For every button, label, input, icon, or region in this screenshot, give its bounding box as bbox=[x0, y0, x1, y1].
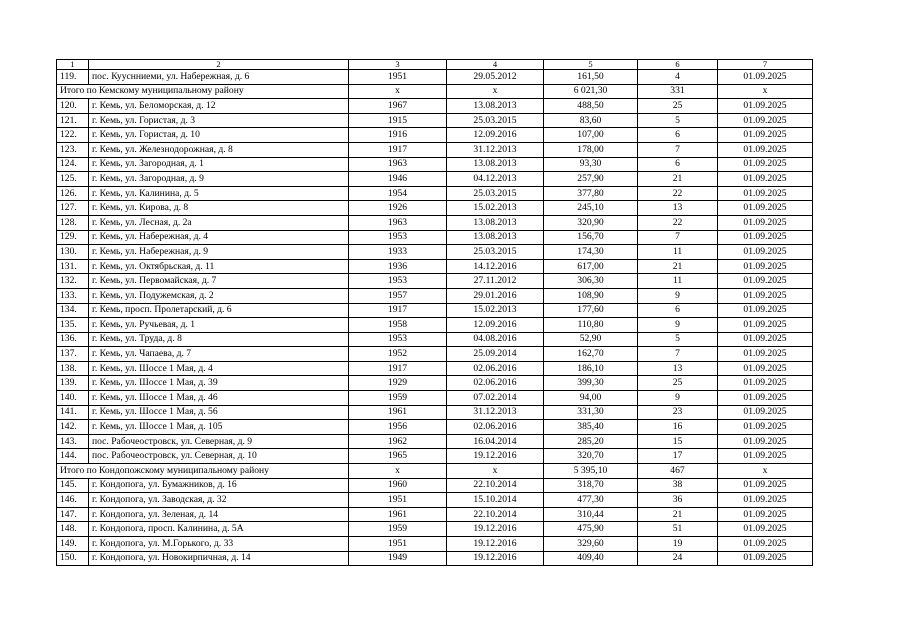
date-cell: 16.04.2014 bbox=[447, 434, 544, 449]
address-cell: г. Кемь, ул. Кирова, д. 8 bbox=[89, 201, 349, 216]
table-row bbox=[57, 478, 813, 493]
deadline-cell: 01.09.2025 bbox=[718, 537, 813, 552]
year-built-cell: 1963 bbox=[349, 215, 447, 230]
year-built-cell: 1917 bbox=[349, 361, 447, 376]
residents-cell: 11 bbox=[638, 274, 718, 289]
row-index-cell: 134. bbox=[57, 303, 89, 318]
table-row bbox=[57, 157, 813, 172]
district-total-row bbox=[57, 84, 813, 99]
row-index-cell: 131. bbox=[57, 259, 89, 274]
row-index-cell: 150. bbox=[57, 551, 89, 566]
area-cell: 617,00 bbox=[544, 259, 638, 274]
year-built-cell: 1926 bbox=[349, 201, 447, 216]
row-index-cell: 126. bbox=[57, 186, 89, 201]
row-index-cell: 125. bbox=[57, 172, 89, 187]
total-deadline: х bbox=[718, 84, 813, 99]
deadline-cell: 01.09.2025 bbox=[718, 70, 813, 85]
residents-cell: 13 bbox=[638, 361, 718, 376]
residents-cell: 16 bbox=[638, 420, 718, 435]
date-cell: 13.08.2013 bbox=[447, 215, 544, 230]
address-cell: г. Кемь, ул. Труда, д. 8 bbox=[89, 332, 349, 347]
date-cell: 29.01.2016 bbox=[447, 288, 544, 303]
date-cell: 13.08.2013 bbox=[447, 230, 544, 245]
date-cell: 19.12.2016 bbox=[447, 522, 544, 537]
area-cell: 110,80 bbox=[544, 318, 638, 333]
date-cell: 04.08.2016 bbox=[447, 332, 544, 347]
row-index-cell: 123. bbox=[57, 142, 89, 157]
row-index-cell: 133. bbox=[57, 288, 89, 303]
address-cell: г. Кемь, ул. Чапаева, д. 7 bbox=[89, 347, 349, 362]
deadline-cell: 01.09.2025 bbox=[718, 420, 813, 435]
row-index-cell: 121. bbox=[57, 113, 89, 128]
area-cell: 178,00 bbox=[544, 142, 638, 157]
district-total-label: Итого по Кемскому муниципальному району bbox=[57, 84, 349, 99]
total-area: 6 021,30 bbox=[544, 84, 638, 99]
deadline-cell: 01.09.2025 bbox=[718, 551, 813, 566]
area-cell: 83,60 bbox=[544, 113, 638, 128]
year-built-cell: 1915 bbox=[349, 113, 447, 128]
year-built-cell: 1953 bbox=[349, 230, 447, 245]
year-built-cell: 1949 bbox=[349, 551, 447, 566]
residents-cell: 11 bbox=[638, 245, 718, 260]
area-cell: 310,44 bbox=[544, 507, 638, 522]
year-built-cell: 1963 bbox=[349, 157, 447, 172]
residents-cell: 25 bbox=[638, 99, 718, 114]
date-cell: 15.10.2014 bbox=[447, 493, 544, 508]
year-built-cell: 1951 bbox=[349, 537, 447, 552]
address-cell: г. Кондопога, ул. Заводская, д. 32 bbox=[89, 493, 349, 508]
year-built-cell: 1958 bbox=[349, 318, 447, 333]
deadline-cell: 01.09.2025 bbox=[718, 201, 813, 216]
date-cell: 19.12.2016 bbox=[447, 551, 544, 566]
address-cell: пос. Кууснниеми, ул. Набережная, д. 6 bbox=[89, 70, 349, 85]
date-cell: 02.06.2016 bbox=[447, 361, 544, 376]
total-area: 5 395,10 bbox=[544, 464, 638, 479]
year-built-cell: 1961 bbox=[349, 405, 447, 420]
residents-cell: 36 bbox=[638, 493, 718, 508]
table-row bbox=[57, 449, 813, 464]
area-cell: 94,00 bbox=[544, 391, 638, 406]
table-row bbox=[57, 274, 813, 289]
year-built-cell: 1929 bbox=[349, 376, 447, 391]
deadline-cell: 01.09.2025 bbox=[718, 128, 813, 143]
deadline-cell: 01.09.2025 bbox=[718, 172, 813, 187]
address-cell: г. Кемь, ул. Октябрьская, д. 11 bbox=[89, 259, 349, 274]
total-year-built: х bbox=[349, 84, 447, 99]
column-number-row bbox=[57, 60, 813, 70]
deadline-cell: 01.09.2025 bbox=[718, 391, 813, 406]
year-built-cell: 1960 bbox=[349, 478, 447, 493]
residents-cell: 19 bbox=[638, 537, 718, 552]
row-index-cell: 138. bbox=[57, 361, 89, 376]
row-index-cell: 146. bbox=[57, 493, 89, 508]
year-built-cell: 1961 bbox=[349, 507, 447, 522]
row-index-cell: 130. bbox=[57, 245, 89, 260]
deadline-cell: 01.09.2025 bbox=[718, 245, 813, 260]
table-row bbox=[57, 332, 813, 347]
area-cell: 329,60 bbox=[544, 537, 638, 552]
area-cell: 257,90 bbox=[544, 172, 638, 187]
deadline-cell: 01.09.2025 bbox=[718, 113, 813, 128]
table-row bbox=[57, 405, 813, 420]
address-cell: г. Кемь, ул. Шоссе 1 Мая, д. 105 bbox=[89, 420, 349, 435]
table-row bbox=[57, 99, 813, 114]
table-row bbox=[57, 303, 813, 318]
table-row bbox=[57, 215, 813, 230]
table-row bbox=[57, 245, 813, 260]
deadline-cell: 01.09.2025 bbox=[718, 142, 813, 157]
district-total-row bbox=[57, 464, 813, 479]
deadline-cell: 01.09.2025 bbox=[718, 157, 813, 172]
table-row bbox=[57, 318, 813, 333]
column-number: 6 bbox=[638, 60, 718, 70]
row-index-cell: 142. bbox=[57, 420, 89, 435]
row-index-cell: 132. bbox=[57, 274, 89, 289]
area-cell: 107,00 bbox=[544, 128, 638, 143]
row-index-cell: 141. bbox=[57, 405, 89, 420]
address-cell: г. Кондопога, ул. М.Горького, д. 33 bbox=[89, 537, 349, 552]
date-cell: 19.12.2016 bbox=[447, 537, 544, 552]
deadline-cell: 01.09.2025 bbox=[718, 493, 813, 508]
residents-cell: 6 bbox=[638, 303, 718, 318]
table-row bbox=[57, 142, 813, 157]
total-date: х bbox=[447, 464, 544, 479]
residents-cell: 21 bbox=[638, 172, 718, 187]
area-cell: 475,90 bbox=[544, 522, 638, 537]
row-index-cell: 127. bbox=[57, 201, 89, 216]
deadline-cell: 01.09.2025 bbox=[718, 332, 813, 347]
area-cell: 488,50 bbox=[544, 99, 638, 114]
row-index-cell: 136. bbox=[57, 332, 89, 347]
address-cell: г. Кондопога, ул. Зеленая, д. 14 bbox=[89, 507, 349, 522]
residents-cell: 23 bbox=[638, 405, 718, 420]
date-cell: 07.02.2014 bbox=[447, 391, 544, 406]
deadline-cell: 01.09.2025 bbox=[718, 318, 813, 333]
row-index-cell: 147. bbox=[57, 507, 89, 522]
table-row bbox=[57, 376, 813, 391]
area-cell: 409,40 bbox=[544, 551, 638, 566]
year-built-cell: 1965 bbox=[349, 449, 447, 464]
total-year-built: х bbox=[349, 464, 447, 479]
table-row bbox=[57, 70, 813, 85]
date-cell: 02.06.2016 bbox=[447, 376, 544, 391]
date-cell: 25.03.2015 bbox=[447, 113, 544, 128]
address-cell: пос. Рабочеостровск, ул. Северная, д. 9 bbox=[89, 434, 349, 449]
column-number: 2 bbox=[89, 60, 349, 70]
date-cell: 13.08.2013 bbox=[447, 99, 544, 114]
area-cell: 162,70 bbox=[544, 347, 638, 362]
residents-cell: 22 bbox=[638, 186, 718, 201]
date-cell: 15.02.2013 bbox=[447, 201, 544, 216]
residents-cell: 9 bbox=[638, 318, 718, 333]
deadline-cell: 01.09.2025 bbox=[718, 99, 813, 114]
deadline-cell: 01.09.2025 bbox=[718, 274, 813, 289]
deadline-cell: 01.09.2025 bbox=[718, 215, 813, 230]
address-cell: г. Кемь, ул. Подужемская, д. 2 bbox=[89, 288, 349, 303]
address-cell: г. Кемь, ул. Шоссе 1 Мая, д. 56 bbox=[89, 405, 349, 420]
residents-cell: 17 bbox=[638, 449, 718, 464]
date-cell: 12.09.2016 bbox=[447, 128, 544, 143]
table-row bbox=[57, 551, 813, 566]
area-cell: 320,90 bbox=[544, 215, 638, 230]
area-cell: 377,80 bbox=[544, 186, 638, 201]
area-cell: 177,60 bbox=[544, 303, 638, 318]
year-built-cell: 1956 bbox=[349, 420, 447, 435]
area-cell: 331,30 bbox=[544, 405, 638, 420]
column-number: 3 bbox=[349, 60, 447, 70]
table-row bbox=[57, 361, 813, 376]
deadline-cell: 01.09.2025 bbox=[718, 361, 813, 376]
area-cell: 93,30 bbox=[544, 157, 638, 172]
area-cell: 385,40 bbox=[544, 420, 638, 435]
table-row bbox=[57, 434, 813, 449]
residents-cell: 13 bbox=[638, 201, 718, 216]
row-index-cell: 137. bbox=[57, 347, 89, 362]
row-index-cell: 145. bbox=[57, 478, 89, 493]
address-cell: г. Кемь, ул. Ручьевая, д. 1 bbox=[89, 318, 349, 333]
year-built-cell: 1933 bbox=[349, 245, 447, 260]
date-cell: 02.06.2016 bbox=[447, 420, 544, 435]
deadline-cell: 01.09.2025 bbox=[718, 522, 813, 537]
row-index-cell: 139. bbox=[57, 376, 89, 391]
year-built-cell: 1936 bbox=[349, 259, 447, 274]
residents-cell: 25 bbox=[638, 376, 718, 391]
address-cell: г. Кемь, ул. Беломорская, д. 12 bbox=[89, 99, 349, 114]
residents-cell: 15 bbox=[638, 434, 718, 449]
address-cell: г. Кемь, ул. Шоссе 1 Мая, д. 39 bbox=[89, 376, 349, 391]
total-deadline: х bbox=[718, 464, 813, 479]
table-row bbox=[57, 391, 813, 406]
address-cell: г. Кемь, ул. Набережная, д. 9 bbox=[89, 245, 349, 260]
date-cell: 22.10.2014 bbox=[447, 478, 544, 493]
area-cell: 318,70 bbox=[544, 478, 638, 493]
date-cell: 22.10.2014 bbox=[447, 507, 544, 522]
area-cell: 285,20 bbox=[544, 434, 638, 449]
address-cell: г. Кондопога, ул. Новокирпичная, д. 14 bbox=[89, 551, 349, 566]
residents-cell: 6 bbox=[638, 157, 718, 172]
address-cell: г. Кемь, просп. Пролетарский, д. 6 bbox=[89, 303, 349, 318]
total-date: х bbox=[447, 84, 544, 99]
date-cell: 29.05.2012 bbox=[447, 70, 544, 85]
row-index-cell: 148. bbox=[57, 522, 89, 537]
row-index-cell: 143. bbox=[57, 434, 89, 449]
date-cell: 04.12.2013 bbox=[447, 172, 544, 187]
column-number: 7 bbox=[718, 60, 813, 70]
deadline-cell: 01.09.2025 bbox=[718, 186, 813, 201]
table-row bbox=[57, 522, 813, 537]
table-row bbox=[57, 113, 813, 128]
date-cell: 25.09.2014 bbox=[447, 347, 544, 362]
residents-cell: 5 bbox=[638, 332, 718, 347]
table-row bbox=[57, 201, 813, 216]
area-cell: 186,10 bbox=[544, 361, 638, 376]
year-built-cell: 1952 bbox=[349, 347, 447, 362]
residents-cell: 24 bbox=[638, 551, 718, 566]
residents-cell: 7 bbox=[638, 230, 718, 245]
area-cell: 399,30 bbox=[544, 376, 638, 391]
row-index-cell: 144. bbox=[57, 449, 89, 464]
date-cell: 31.12.2013 bbox=[447, 405, 544, 420]
address-cell: г. Кемь, ул. Шоссе 1 Мая, д. 46 bbox=[89, 391, 349, 406]
deadline-cell: 01.09.2025 bbox=[718, 405, 813, 420]
total-residents: 331 bbox=[638, 84, 718, 99]
deadline-cell: 01.09.2025 bbox=[718, 230, 813, 245]
address-cell: пос. Рабочеостровск, ул. Северная, д. 10 bbox=[89, 449, 349, 464]
year-built-cell: 1916 bbox=[349, 128, 447, 143]
table-row bbox=[57, 347, 813, 362]
area-cell: 156,70 bbox=[544, 230, 638, 245]
residents-cell: 7 bbox=[638, 347, 718, 362]
date-cell: 19.12.2016 bbox=[447, 449, 544, 464]
column-number: 5 bbox=[544, 60, 638, 70]
total-residents: 467 bbox=[638, 464, 718, 479]
district-total-label: Итого по Кондопожскому муниципальному району bbox=[57, 464, 349, 479]
area-cell: 174,30 bbox=[544, 245, 638, 260]
address-cell: г. Кемь, ул. Шоссе 1 Мая, д. 4 bbox=[89, 361, 349, 376]
table-row bbox=[57, 128, 813, 143]
residents-cell: 4 bbox=[638, 70, 718, 85]
table-row bbox=[57, 493, 813, 508]
row-index-cell: 122. bbox=[57, 128, 89, 143]
area-cell: 245,10 bbox=[544, 201, 638, 216]
residents-cell: 21 bbox=[638, 259, 718, 274]
date-cell: 14.12.2016 bbox=[447, 259, 544, 274]
address-cell: г. Кемь, ул. Лесная, д. 2а bbox=[89, 215, 349, 230]
deadline-cell: 01.09.2025 bbox=[718, 347, 813, 362]
row-index-cell: 140. bbox=[57, 391, 89, 406]
residents-cell: 51 bbox=[638, 522, 718, 537]
date-cell: 31.12.2013 bbox=[447, 142, 544, 157]
table-row bbox=[57, 186, 813, 201]
row-index-cell: 119. bbox=[57, 70, 89, 85]
address-cell: г. Кемь, ул. Калинина, д. 5 bbox=[89, 186, 349, 201]
address-cell: г. Кемь, ул. Железнодорожная, д. 8 bbox=[89, 142, 349, 157]
row-index-cell: 124. bbox=[57, 157, 89, 172]
address-cell: г. Кемь, ул. Набережная, д. 4 bbox=[89, 230, 349, 245]
residents-cell: 38 bbox=[638, 478, 718, 493]
address-cell: г. Кондопога, ул. Бумажников, д. 16 bbox=[89, 478, 349, 493]
deadline-cell: 01.09.2025 bbox=[718, 376, 813, 391]
area-cell: 320,70 bbox=[544, 449, 638, 464]
row-index-cell: 135. bbox=[57, 318, 89, 333]
address-cell: г. Кемь, ул. Первомайская, д. 7 bbox=[89, 274, 349, 289]
year-built-cell: 1962 bbox=[349, 434, 447, 449]
area-cell: 108,90 bbox=[544, 288, 638, 303]
row-index-cell: 129. bbox=[57, 230, 89, 245]
area-cell: 306,30 bbox=[544, 274, 638, 289]
year-built-cell: 1953 bbox=[349, 332, 447, 347]
residents-cell: 5 bbox=[638, 113, 718, 128]
residents-cell: 9 bbox=[638, 288, 718, 303]
date-cell: 15.02.2013 bbox=[447, 303, 544, 318]
date-cell: 27.11.2012 bbox=[447, 274, 544, 289]
row-index-cell: 149. bbox=[57, 537, 89, 552]
address-cell: г. Кемь, ул. Гористая, д. 3 bbox=[89, 113, 349, 128]
column-number: 4 bbox=[447, 60, 544, 70]
area-cell: 161,50 bbox=[544, 70, 638, 85]
address-cell: г. Кондопога, просп. Калинина, д. 5А bbox=[89, 522, 349, 537]
deadline-cell: 01.09.2025 bbox=[718, 288, 813, 303]
address-cell: г. Кемь, ул. Загородная, д. 9 bbox=[89, 172, 349, 187]
table-row bbox=[57, 537, 813, 552]
year-built-cell: 1959 bbox=[349, 522, 447, 537]
year-built-cell: 1957 bbox=[349, 288, 447, 303]
year-built-cell: 1951 bbox=[349, 70, 447, 85]
housing-register-table bbox=[56, 59, 813, 566]
deadline-cell: 01.09.2025 bbox=[718, 449, 813, 464]
residents-cell: 21 bbox=[638, 507, 718, 522]
table-row bbox=[57, 507, 813, 522]
year-built-cell: 1951 bbox=[349, 493, 447, 508]
residents-cell: 9 bbox=[638, 391, 718, 406]
year-built-cell: 1917 bbox=[349, 303, 447, 318]
row-index-cell: 120. bbox=[57, 99, 89, 114]
date-cell: 25.03.2015 bbox=[447, 245, 544, 260]
year-built-cell: 1953 bbox=[349, 274, 447, 289]
table-row bbox=[57, 259, 813, 274]
column-number: 1 bbox=[57, 60, 89, 70]
year-built-cell: 1954 bbox=[349, 186, 447, 201]
deadline-cell: 01.09.2025 bbox=[718, 434, 813, 449]
table-row bbox=[57, 288, 813, 303]
area-cell: 477,30 bbox=[544, 493, 638, 508]
area-cell: 52,90 bbox=[544, 332, 638, 347]
address-cell: г. Кемь, ул. Загородная, д. 1 bbox=[89, 157, 349, 172]
deadline-cell: 01.09.2025 bbox=[718, 478, 813, 493]
date-cell: 25.03.2015 bbox=[447, 186, 544, 201]
deadline-cell: 01.09.2025 bbox=[718, 259, 813, 274]
year-built-cell: 1967 bbox=[349, 99, 447, 114]
residents-cell: 6 bbox=[638, 128, 718, 143]
year-built-cell: 1946 bbox=[349, 172, 447, 187]
residents-cell: 22 bbox=[638, 215, 718, 230]
row-index-cell: 128. bbox=[57, 215, 89, 230]
table-row bbox=[57, 420, 813, 435]
deadline-cell: 01.09.2025 bbox=[718, 507, 813, 522]
date-cell: 12.09.2016 bbox=[447, 318, 544, 333]
year-built-cell: 1959 bbox=[349, 391, 447, 406]
residents-cell: 7 bbox=[638, 142, 718, 157]
address-cell: г. Кемь, ул. Гористая, д. 10 bbox=[89, 128, 349, 143]
year-built-cell: 1917 bbox=[349, 142, 447, 157]
deadline-cell: 01.09.2025 bbox=[718, 303, 813, 318]
date-cell: 13.08.2013 bbox=[447, 157, 544, 172]
table-row bbox=[57, 230, 813, 245]
table-row bbox=[57, 172, 813, 187]
